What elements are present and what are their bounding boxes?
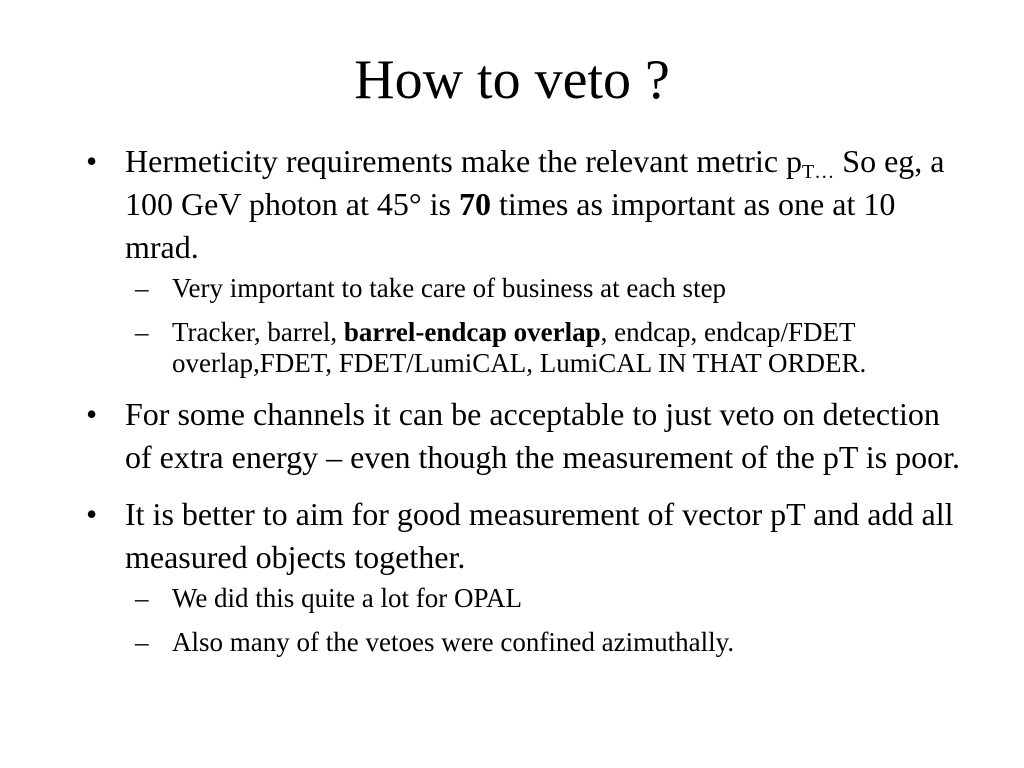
bullet-text: It is better to aim for good measurement of vector pT and add all measured objects together. [125,496,954,575]
sub-bullet-business [125,273,964,304]
dash-marker: – [135,317,149,347]
sub-bullet-text: Very important to take care of business at each step [172,273,727,303]
sub-bullet-text: We did this quite a lot for OPAL [172,583,523,613]
sub-bullet-text-pre: Tracker, barrel, [172,317,344,347]
dash-marker: – [135,583,149,613]
sub-bullet-tracker-order [125,317,964,379]
sub-bullet-list [125,583,964,658]
slide-title: How to veto ? [354,49,670,111]
dash-marker: – [135,627,149,657]
bullet-text-p: p [786,143,803,179]
bullet-text-mid: So eg, a 100 GeV photon at 45° is [125,143,945,222]
sub-bullet-text-post: , endcap, endcap/FDET overlap,FDET, FDET/LumiCAL, LumiCAL IN THAT ORDER. [172,317,867,378]
bullet-vector-pt [84,493,964,658]
sub-bullet-list [125,273,964,379]
bullet-text-line1: Hermeticity requirements make the relevant metric [125,143,779,179]
sub-bullet-azimuthal [125,627,964,658]
bold-factor: 70 [458,186,491,222]
pt-subscript: T… [802,161,835,183]
sub-bullet-opal [125,583,964,614]
bullet-marker: • [86,143,98,179]
bullet-veto-channels [84,393,964,479]
sub-bullet-text: Also many of the vetoes were confined azimuthally. [172,627,735,657]
bullet-hermeticity [84,140,964,379]
slide-body [84,140,964,672]
bullet-marker: • [86,496,98,532]
bullet-text: For some channels it can be acceptable to just veto on detection of extra energy – even though the measurement of the pT is poor. [125,396,961,475]
dash-marker: – [135,273,149,303]
bullet-marker: • [86,396,98,432]
bullet-text-end: times as important as one at 10 mrad. [125,186,896,265]
bold-overlap: barrel-endcap overlap [343,317,601,347]
